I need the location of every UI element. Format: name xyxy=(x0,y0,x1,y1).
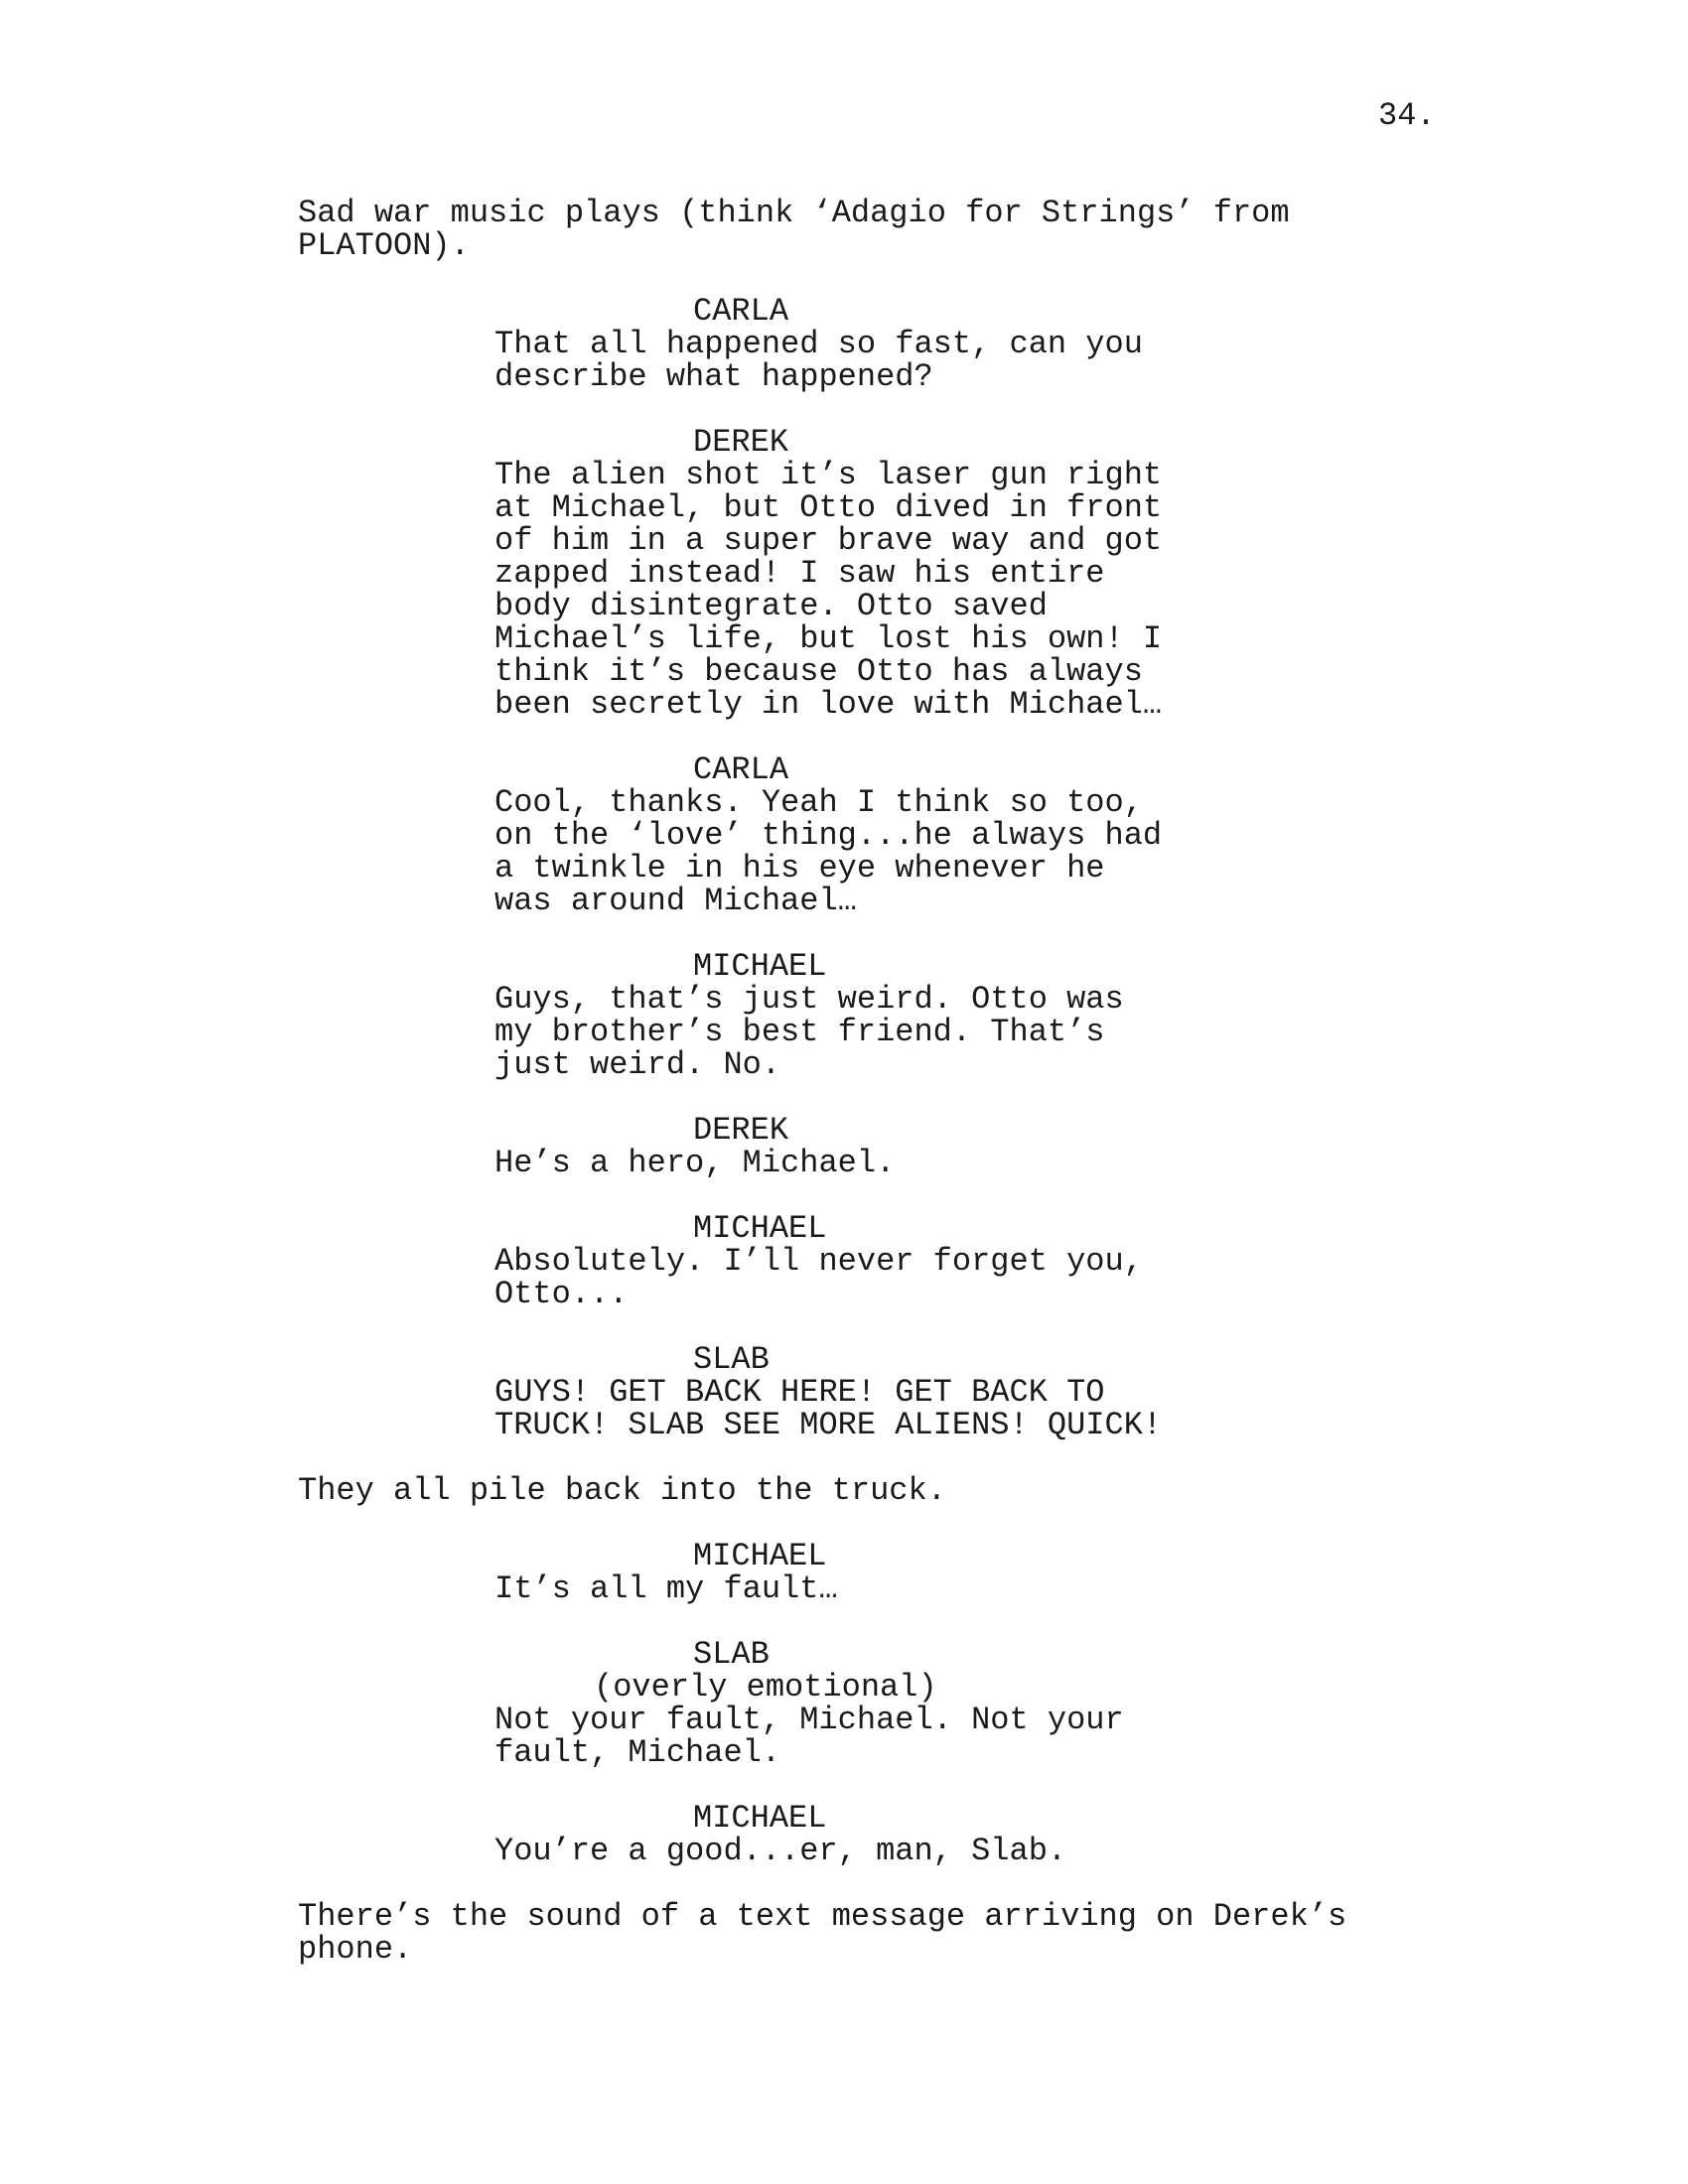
dialogue-line: It’s all my fault… xyxy=(494,1570,838,1607)
character-name: DEREK xyxy=(693,424,789,461)
character-name: CARLA xyxy=(693,751,789,788)
dialogue-line: The alien shot it’s laser gun right at Michael, but Otto dived in front of him in a super brave way and got zapped instead! I saw his entire body disintegrate. Otto saved Michael’s life, but lost his own! I think it’s because Otto has always been secretly in love with Michael… xyxy=(494,457,1163,723)
blank-line xyxy=(0,1179,1688,1212)
blank-line xyxy=(0,1441,1688,1474)
blank-line xyxy=(0,1310,1688,1343)
blank-line xyxy=(0,917,1688,950)
dialogue-line: Cool, thanks. Yeah I think so too, on the ‘love’ thing...he always had a twinkle in his eye whenever he was around Michael… xyxy=(494,784,1163,919)
blank-line xyxy=(0,1081,1688,1114)
blank-line xyxy=(0,1769,1688,1802)
action-line: They all pile back into the truck. xyxy=(298,1472,946,1509)
character-name: DEREK xyxy=(693,1112,789,1149)
blank-line xyxy=(0,1507,1688,1540)
dialogue-line: GUYS! GET BACK HERE! GET BACK TO TRUCK! SLAB SEE MORE ALIENS! QUICK! xyxy=(494,1374,1163,1443)
action-line: There’s the sound of a text message arriving on Derek’s phone. xyxy=(298,1898,1347,1968)
page-number: 34. xyxy=(1378,97,1436,134)
parenthetical: (overly emotional) xyxy=(594,1669,937,1706)
blank-line xyxy=(0,262,1688,295)
blank-line xyxy=(0,1867,1688,1900)
character-name: CARLA xyxy=(693,293,789,330)
dialogue-line: Absolutely. I’ll never forget you, Otto... xyxy=(494,1243,1143,1312)
script-body xyxy=(0,197,1688,1966)
blank-line xyxy=(0,721,1688,753)
blank-line xyxy=(0,1605,1688,1638)
dialogue-line: That all happened so fast, can you describe what happened? xyxy=(494,326,1143,395)
character-name: MICHAEL xyxy=(693,948,827,985)
dialogue-line: Not your fault, Michael. Not your fault, Michael. xyxy=(494,1702,1124,1771)
character-name: MICHAEL xyxy=(693,1210,827,1247)
character-name: SLAB xyxy=(693,1636,770,1673)
dialogue-line: He’s a hero, Michael. xyxy=(494,1145,896,1181)
dialogue-line: You’re a good...er, man, Slab. xyxy=(494,1833,1067,1869)
character-name: MICHAEL xyxy=(693,1538,827,1574)
blank-line xyxy=(0,393,1688,426)
action-line: Sad war music plays (think ‘Adagio for Strings’ from PLATOON). xyxy=(298,195,1290,264)
dialogue-line: Guys, that’s just weird. Otto was my brother’s best friend. That’s just weird. No. xyxy=(494,981,1124,1083)
character-name: SLAB xyxy=(693,1341,770,1378)
character-name: MICHAEL xyxy=(693,1800,827,1837)
